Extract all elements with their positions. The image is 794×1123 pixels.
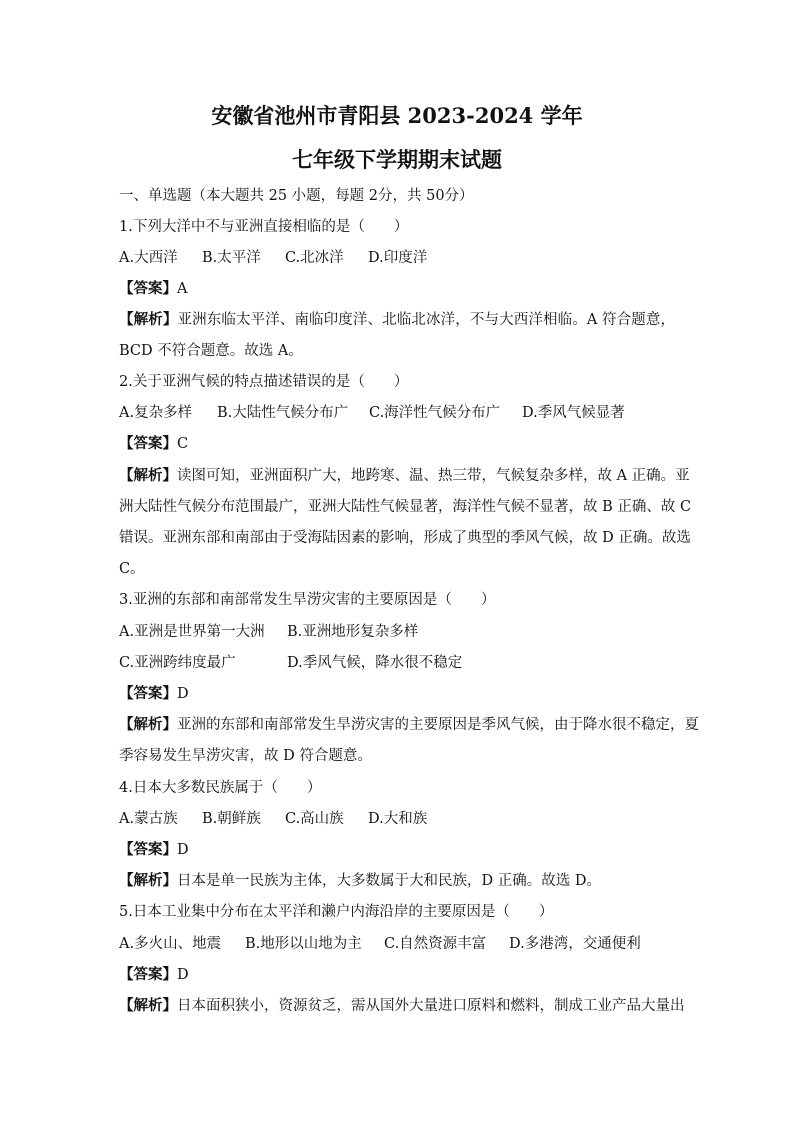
question-stem: 1.下列大洋中不与亚洲直接相临的是（ ） bbox=[119, 219, 409, 235]
analysis-text: 错误。亚洲东部和南部由于受海陆因素的影响，形成了典型的季风气候，故 D 正确。故选 bbox=[119, 530, 691, 546]
document-subtitle: 七年级下学期期末试题 bbox=[292, 147, 502, 172]
analysis-line bbox=[119, 996, 685, 1016]
document-title: 安徽省池州市青阳县 2023-2024 学年 bbox=[211, 103, 583, 128]
analysis-label: 【解析】 bbox=[119, 467, 177, 484]
option: D.季风气候显著 bbox=[522, 405, 625, 421]
answer-label: 【答案】 bbox=[119, 435, 177, 452]
question-stem: 4.日本大多数民族属于（ ） bbox=[119, 780, 322, 796]
question-stem: 5.日本工业集中分布在太平洋和濑户内海沿岸的主要原因是（ ） bbox=[119, 904, 554, 920]
option: D.印度洋 bbox=[368, 250, 428, 266]
answer-line bbox=[119, 965, 189, 985]
answer-line bbox=[119, 840, 189, 860]
answer-value: D bbox=[177, 686, 189, 702]
analysis-line bbox=[119, 715, 699, 735]
analysis-label: 【解析】 bbox=[119, 716, 177, 733]
analysis-line bbox=[119, 871, 601, 891]
option: D.季风气候，降水很不稳定 bbox=[287, 655, 463, 671]
answer-value: D bbox=[177, 967, 189, 983]
question-stem: 2.关于亚洲气候的特点描述错误的是（ ） bbox=[119, 374, 409, 390]
answer-label: 【答案】 bbox=[119, 280, 177, 297]
answer-line bbox=[119, 279, 187, 299]
answer-label: 【答案】 bbox=[119, 685, 177, 702]
option: A.多火山、地震 bbox=[119, 936, 222, 952]
analysis-text: 季容易发生旱涝灾害，故 D 符合题意。 bbox=[119, 748, 372, 764]
option: D.多港湾，交通便利 bbox=[509, 936, 641, 952]
analysis-line bbox=[119, 310, 675, 330]
section-heading: 一、单选题（本大题共 25 小题，每题 2分，共 50分） bbox=[119, 188, 474, 204]
analysis-line bbox=[119, 466, 690, 486]
analysis-text: 日本是单一民族为主体，大多数属于大和民族，D 正确。故选 D。 bbox=[177, 873, 601, 889]
analysis-text: 日本面积狭小，资源贫乏，需从国外大量进口原料和燃料，制成工业产品大量出 bbox=[177, 998, 685, 1014]
analysis-label: 【解析】 bbox=[119, 997, 177, 1014]
answer-line bbox=[119, 434, 188, 454]
analysis-text: BCD 不符合题意。故选 A。 bbox=[119, 343, 303, 359]
option: C.自然资源丰富 bbox=[384, 936, 487, 952]
option: A.复杂多样 bbox=[119, 405, 193, 421]
option: C.北冰洋 bbox=[285, 250, 344, 266]
answer-label: 【答案】 bbox=[119, 841, 177, 858]
option: A.亚洲是世界第一大洲 bbox=[119, 624, 265, 640]
option: C.高山族 bbox=[285, 811, 344, 827]
answer-value: C bbox=[177, 436, 189, 452]
option: C.亚洲跨纬度最广 bbox=[119, 655, 236, 671]
option: B.亚洲地形复杂多样 bbox=[287, 624, 419, 640]
answer-value: D bbox=[177, 842, 189, 858]
option: A.大西洋 bbox=[119, 250, 178, 266]
analysis-label: 【解析】 bbox=[119, 872, 177, 889]
analysis-text: 亚洲东临太平洋、南临印度洋、北临北冰洋，不与大西洋相临。A 符合题意， bbox=[177, 312, 676, 328]
option: B.太平洋 bbox=[202, 250, 261, 266]
option: D.大和族 bbox=[368, 811, 428, 827]
analysis-label: 【解析】 bbox=[119, 311, 178, 328]
analysis-text: 洲大陆性气候分布范围最广，亚洲大陆性气候显著，海洋性气候不显著，故 B 正确、故 C bbox=[119, 499, 692, 515]
option: B.朝鲜族 bbox=[202, 811, 261, 827]
answer-value: A bbox=[177, 281, 188, 297]
option: B.大陆性气候分布广 bbox=[217, 405, 349, 421]
analysis-text: C。 bbox=[119, 561, 145, 577]
option: A.蒙古族 bbox=[119, 811, 178, 827]
option: C.海洋性气候分布广 bbox=[369, 405, 501, 421]
analysis-text: 读图可知，亚洲面积广大，地跨寒、温、热三带，气候复杂多样，故 A 正确。亚 bbox=[177, 468, 690, 484]
answer-label: 【答案】 bbox=[119, 966, 177, 983]
question-stem: 3.亚洲的东部和南部常发生旱涝灾害的主要原因是（ ） bbox=[119, 592, 496, 608]
answer-line bbox=[119, 684, 189, 704]
option: B.地形以山地为主 bbox=[245, 936, 362, 952]
analysis-text: 亚洲的东部和南部常发生旱涝灾害的主要原因是季风气候，由于降水很不稳定，夏 bbox=[177, 717, 699, 733]
